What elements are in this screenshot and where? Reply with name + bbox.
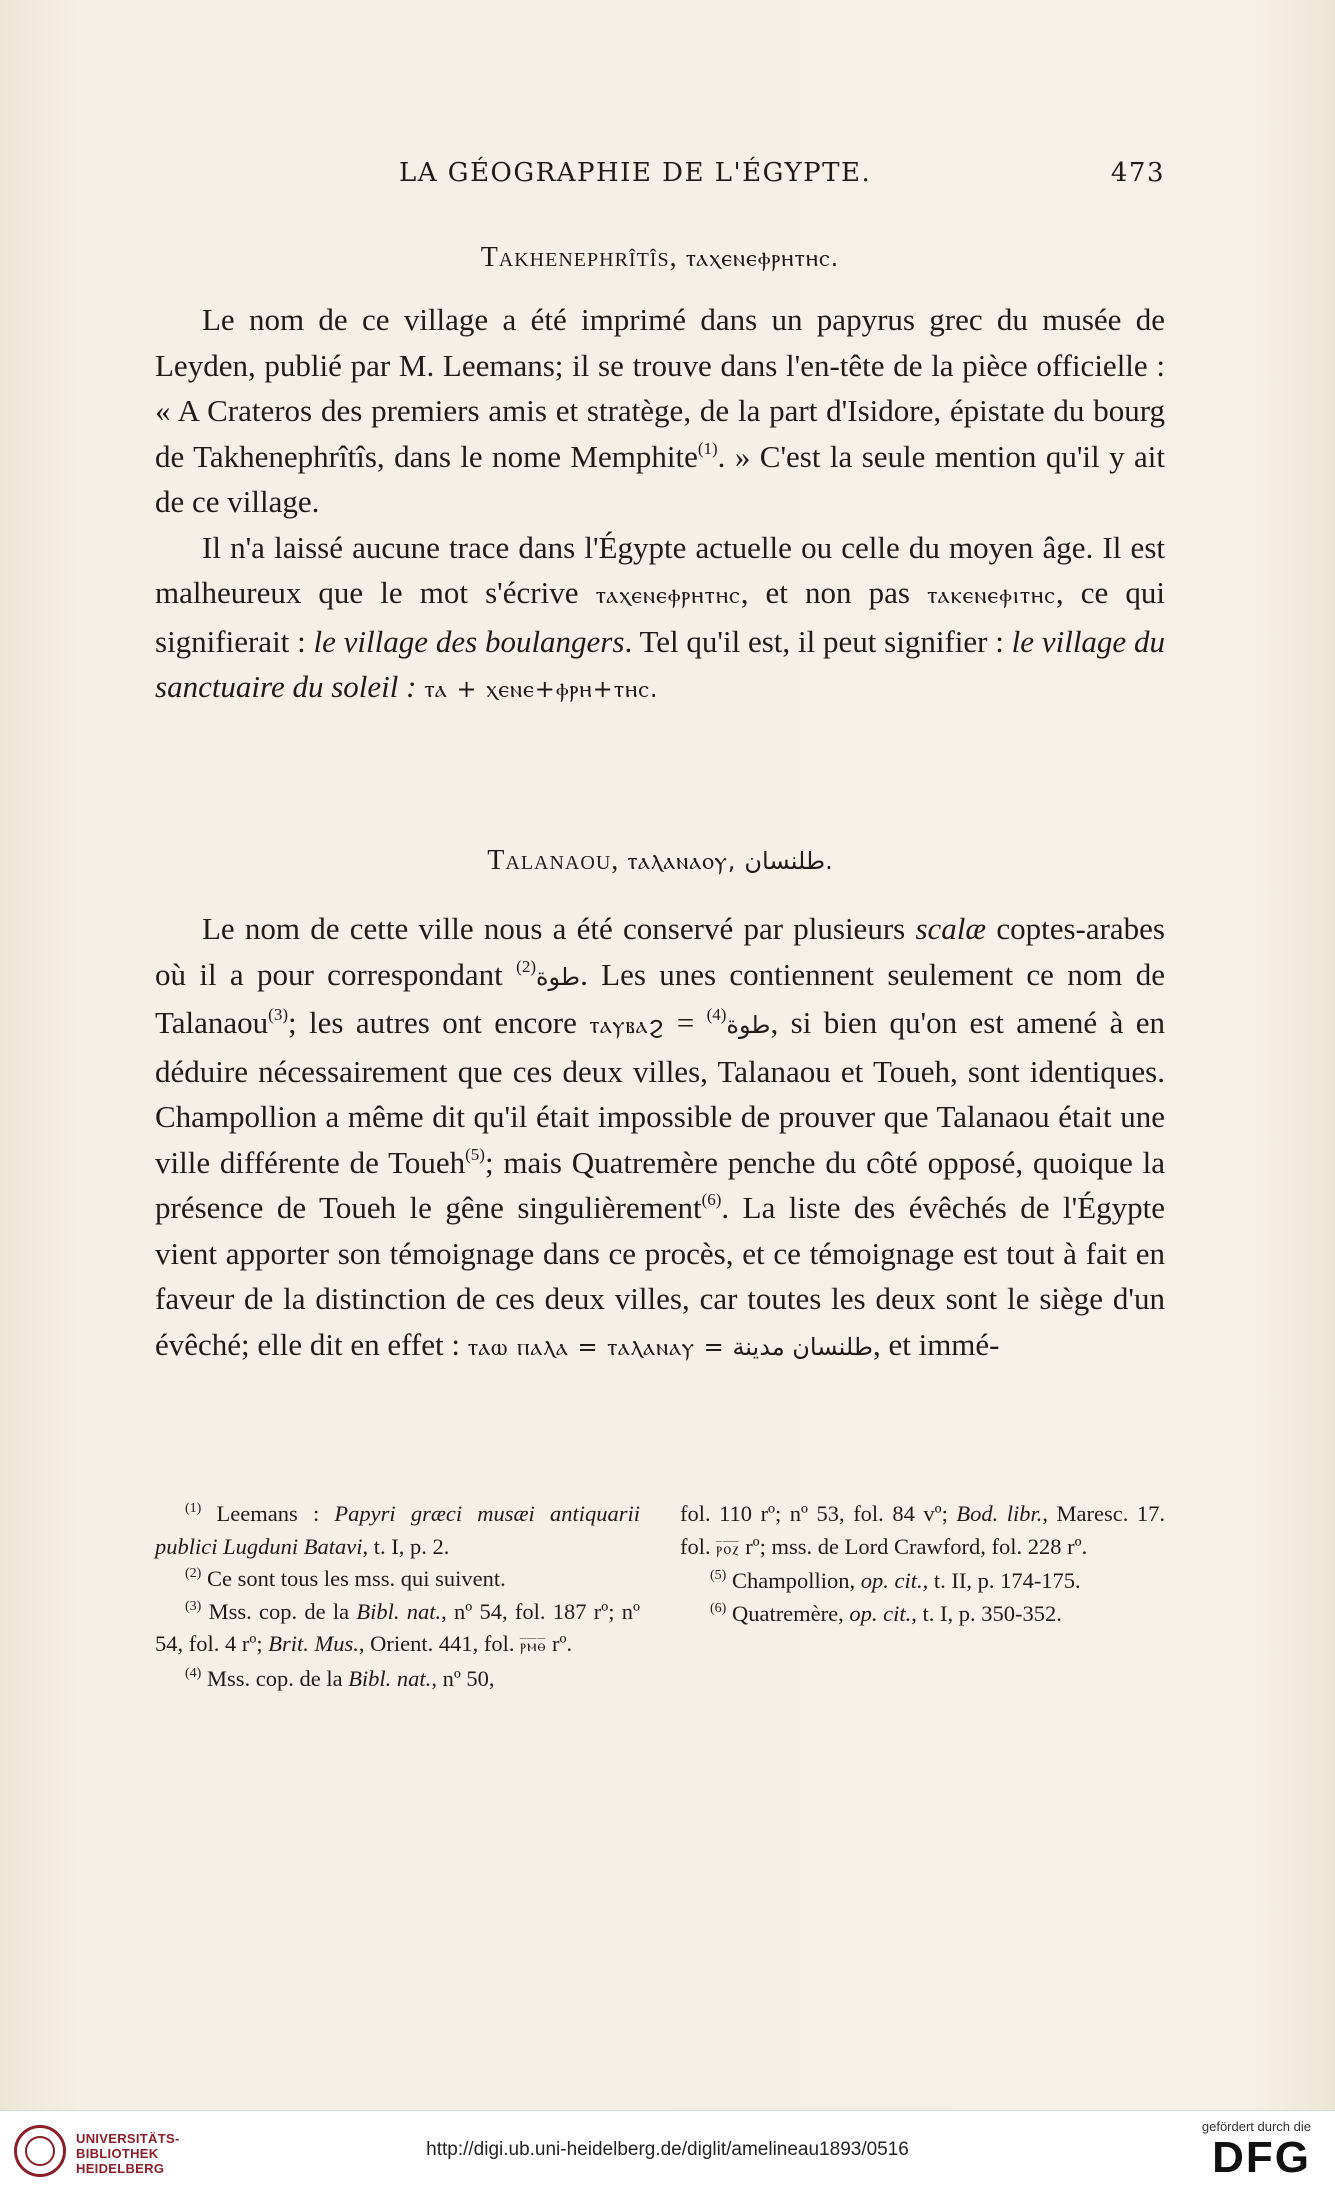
arabic-word: طوة [535, 962, 581, 991]
footnote-ref: (2) [516, 956, 536, 976]
coptic-etymology: ⲧⲁ + ⲭⲉⲛⲉ+ⲫⲣⲏ+ⲧⲏⲥ. [424, 675, 659, 703]
section-text-2 [155, 906, 1165, 1370]
dfg-logo: DFG [1212, 2133, 1311, 2182]
paragraph: Il n'a laissé aucune trace dans l'Égypte actuelle ou celle du moyen âge. Il est malheureux que le mot s'écrive ⲧⲁⲭⲉⲛⲉⲫⲣⲏⲧⲏⲥ, et non pas ⲧⲁⲕⲉⲛⲉⲫⲓⲧⲏⲥ, ce qui signifierait : le village des boulangers. Tel qu'il est, il peut signifier : le village du sanctuaire du soleil : ⲧⲁ + ⲭⲉⲛⲉ+ⲫⲣⲏ+ⲧⲏⲥ. [155, 529, 1166, 704]
coptic-phrase: ⲧⲁⲱ ⲡⲁⲗⲁ = ⲧⲁⲗⲁⲛⲁⲩ = [467, 1332, 725, 1361]
heading-latin: Takhenephrîtîs, [480, 242, 678, 273]
footnotes-left-column [155, 1498, 640, 1695]
manuscript-folio-ref: ⲣ̅ⲟ̅ⲍ̅ [716, 1538, 740, 1558]
footnote-ref: (4) [706, 1005, 727, 1024]
section-heading-takhenephritis [155, 242, 1165, 274]
permalink-url[interactable]: http://digi.ub.uni-heidelberg.de/diglit/amelineau1893/0516 [426, 2139, 909, 2160]
arabic-phrase: طلنسان مدينة [732, 1332, 873, 1361]
footnote-ref: (3) [268, 1005, 288, 1024]
heading-arabic: طلنسان. [744, 847, 833, 875]
coptic-word: ⲧⲁⲩⲃⲁϩ [589, 1011, 665, 1039]
paragraph: Le nom de ce village a été imprimé dans un papyrus grec du musée de Leyden, publié par M. Leemans; il se trouve dans l'en-tête de la pièce officielle : « A Crateros des premiers amis et stratège, de la part d'Isidore, épistate du bourg de Takhenephrîtîs, dans le nome Memphite$^{(1)}$. » C'est la seule mention qu'il y ait de ce village. [155, 302, 1165, 519]
footnote-6: $^{(6)}$ Quatremère, op. cit., t. I, p. 350-352. [710, 1600, 1062, 1626]
footnote-ref: (5) [465, 1144, 485, 1164]
arabic-word: طوة [726, 1011, 771, 1039]
library-name: UNIVERSITÄTS- BIBLIOTHEK HEIDELBERG [76, 2131, 180, 2176]
heading-latin: Talanaou, [487, 845, 620, 876]
coptic-word: ⲧⲁⲭⲉⲛⲉⲫⲣⲏⲧⲏⲥ [595, 581, 741, 609]
page-number: 473 [1110, 158, 1165, 188]
footnote-4: $^{(4)}$ Mss. cop. de la Bibl. nat., nº 50, [185, 1665, 495, 1691]
running-head-title: LA GÉOGRAPHIE DE L'ÉGYPTE. [399, 158, 872, 188]
heading-coptic: ⲧⲁⲭⲉⲛⲉⲫⲣⲏⲧⲏⲥ. [685, 244, 840, 272]
paragraph: Le nom de cette ville nous a été conservé par plusieurs scalæ coptes-arabes où il a pour correspondant طوة$^{(2)}$ . Les unes contiennent seulement ce nom de Talanaou$^{(3)}$; les autres ont encore ⲧⲁⲩⲃⲁϩ = طوة$^{(4)}$ , si bien qu'on est amené à en déduire nécessairement que ces deux villes, Talanaou et Toueh, sont identiques. Champollion a même dit qu'il était impossible de prouver que Talanaou était une ville différente de Toueh$^{(5)}$; mais Quatremère penche du côté opposé, quoique la présence de Toueh le gêne singulièrement$^{(6)}$. La liste des évêchés de l'Égypte vient apporter son témoignage dans ce procès, et ce témoignage est tout à fait en faveur de la distinction de ces deux villes, car toutes les deux sont le siège d'un évêché; elle dit en effet : ⲧⲁⲱ ⲡⲁⲗⲁ = ⲧⲁⲗⲁⲛⲁⲩ = طلنسان مدينة, et immé- [155, 911, 1166, 1362]
footnote-4-continued: fol. 110 rº; nº 53, fol. 84 vº; Bod. libr., Maresc. 17. fol. ⲣ̅ⲟ̅ⲍ̅ rº; mss. de Lord Crawford, fol. 228 rº. [680, 1501, 1165, 1559]
footnotes [155, 1498, 1165, 1695]
section-text-1 [155, 297, 1165, 713]
footnote-3: $^{(3)}$ Mss. cop. de la Bibl. nat., nº 54, fol. 187 rº; nº 54, fol. 4 rº; Brit. Mus., Orient. 441, fol. ⲣ̅ⲙ̅ⲑ̅ rº. [155, 1598, 641, 1656]
digitization-footer [0, 2110, 1335, 2192]
footnote-5: $^{(5)}$ Champollion, op. cit., t. II, p. 174-175. [710, 1568, 1081, 1593]
section-heading-talanaou [155, 845, 1165, 877]
footnote-1: $^{(1)}$ Leemans : Papyri græci musæi antiquarii publici Lugduni Batavi, t. I, p. 2. [155, 1501, 640, 1559]
coptic-word: ⲧⲁⲕⲉⲛⲉⲫⲓⲧⲏⲥ [927, 581, 1056, 609]
manuscript-folio-ref: ⲣ̅ⲙ̅ⲑ̅ [520, 1636, 547, 1655]
footnote-ref: (1) [697, 438, 718, 458]
footnote-ref: (6) [701, 1190, 722, 1209]
heading-coptic: ⲧⲁⲗⲁⲛⲁⲟⲩ, [627, 847, 737, 875]
italic-phrase: le village du sanctuaire du soleil : [155, 623, 1165, 704]
footnote-2: $^{(2)}$ Ce sont tous les mss. qui suivent. [185, 1566, 506, 1591]
funding-label: gefördert durch die [1201, 2119, 1311, 2134]
footnotes-right-column [680, 1498, 1165, 1695]
italic-phrase: le village des boulangers [313, 623, 625, 659]
